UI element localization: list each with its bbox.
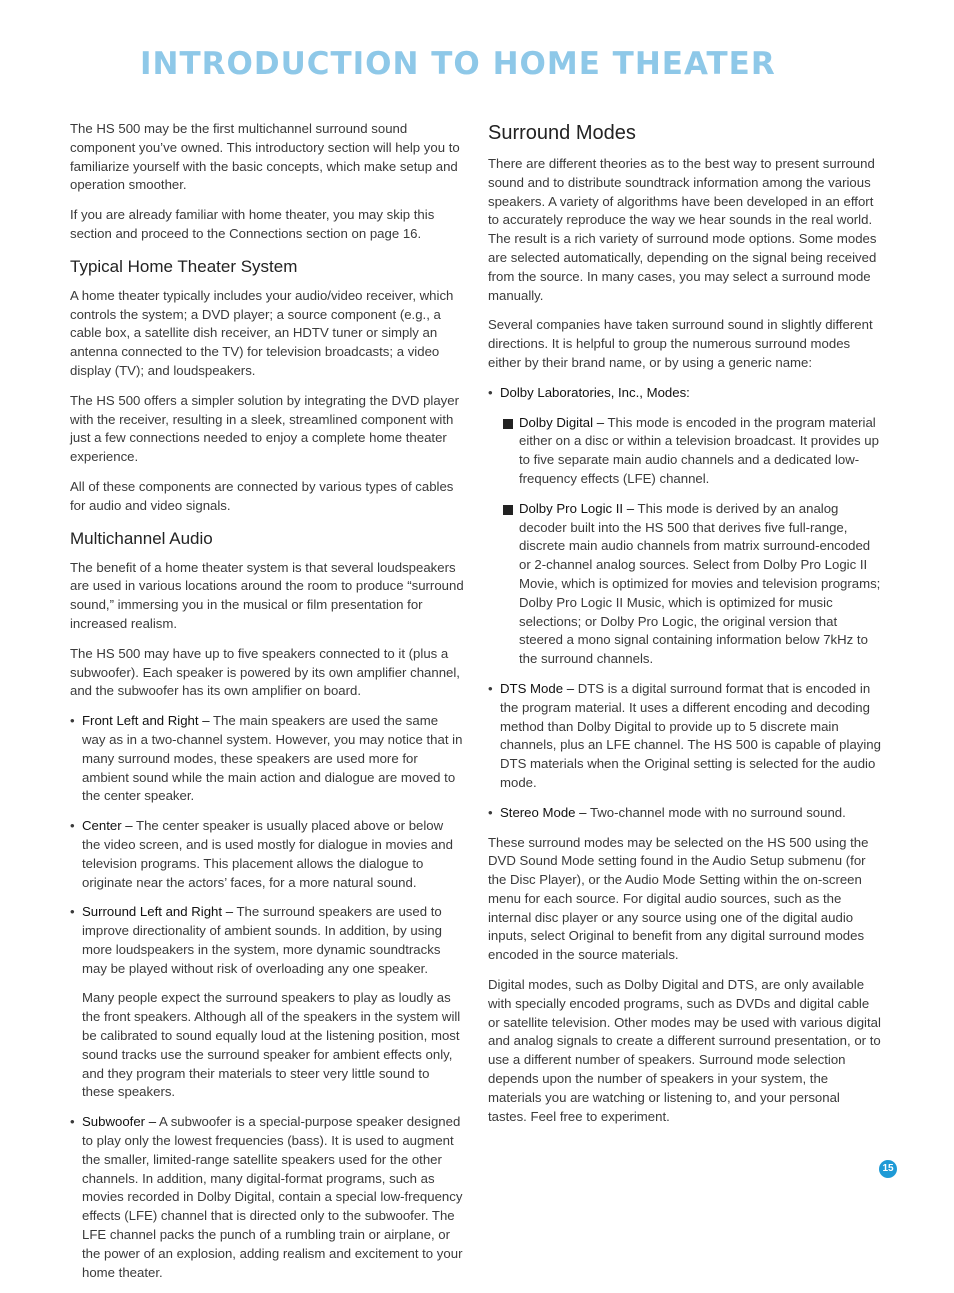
bullet-text: The surround speakers are used to improve directionality of ambient sounds. In addition, by using more loudspeakers in the system, more dynamic soundtracks may be played without risk of overloading any one speaker. [82, 904, 442, 976]
bullet-text: Two-channel mode with no surround sound. [586, 804, 846, 820]
speaker-bullet-front [70, 712, 465, 806]
bullet-term: DTS Mode – [500, 680, 575, 696]
mode-text: This mode is derived by an analog decoder built into the HS 500 that derives five full-range, discrete main audio channels from matrix surround-encoded or 2-channel analog sources. Select from Dolby Pro Logic II Movie, which is optimized for movies and television programs; Dolby Pro Logic II Music, which is optimized for music selections; or Dolby Pro Logic, the original version that steered a mono signal containing information below 7kHz to the surround channels. [519, 500, 881, 667]
surround-modes-heading: Surround Modes [488, 122, 636, 144]
closing-paragraph: These surround modes may be selected on the HS 500 using the DVD Sound Mode setting found in the Audio Setup submenu (for the Disc Player), or the Audio Mode Setting within the on-screen menu for each source. For digital audio sources, such as the internal disc player or any source using one of the digital audio inputs, select Original to benefit from any digital surround modes encoded in the source materials. [488, 834, 869, 963]
bullet-term: Dolby Laboratories, Inc., Modes: [500, 384, 690, 400]
closing-paragraph: Digital modes, such as Dolby Digital and DTS, are only available with specially encoded programs, such as DVDs and digital cable or satellite television. Other modes may be used with various digital and analog signals to create a different surround presentation, or to use a different number of speakers. Surround mode selection depends upon the number of speakers in your system, the materials you are watching or listening to, and your personal tastes. Feel free to experiment. [488, 977, 881, 1124]
multichannel-heading: Multichannel Audio [70, 528, 213, 548]
surround-intro-paragraph: There are different theories as to the best way to present surround sound and to distribute soundtrack information among the various speakers. A variety of algorithms have been developed in an effort to accurately reproduce the way we hear sounds in the real world. The result is a rich variety of surround mode options. Some modes are selected automatically, depending on the signal being received from the source. In many cases, you may select a surround mode manually. [488, 156, 877, 303]
typical-system-heading: Typical Home Theater System [70, 256, 298, 276]
bullet-term: Center – [82, 818, 133, 834]
bullet-dot: • [488, 680, 493, 696]
bullet-text: A subwoofer is a special-purpose speaker designed to play only the lowest frequencies (bass). It is used to augment the smaller, limited-range satellite speakers used for the other channels. In addition, many digital-format programs, such as movies recorded in Dolby Digital, contain a special low-frequency effects (LFE) channel that is directed only to the subwoofer. The LFE channel packs the punch of a rumbling train or airplane, or the power of an explosion, adding realism and excitement to your home theater. [82, 1114, 463, 1280]
dts-mode-bullet [488, 680, 882, 793]
intro-paragraph: The HS 500 may be the first multichannel surround sound component you’ve owned. This introductory section will help you to familiarize yourself with the basic concepts, which make setup and operation smoother. [70, 121, 460, 193]
surround-intro-paragraph: Several companies have taken surround sound in slightly different directions. It is helpful to group the numerous surround modes either by their brand name, or by using a generic name: [488, 317, 873, 370]
surround-extra-paragraph: Many people expect the surround speakers to play as loudly as the front speakers. Although all of the speakers in the system will be calibrated to sound equally loud at the listening position, most sound tracks use the surround speaker for ambient effects only, and they program their materials to steer very little sound to these speakers. [82, 990, 461, 1100]
page-title: INTRODUCTION TO HOME THEATER [140, 46, 776, 82]
bullet-dot: • [70, 904, 75, 920]
square-bullet-icon [503, 505, 513, 515]
bullet-text: DTS is a digital surround format that is encoded in the program material. It uses a different encoding and decoding method than Dolby Digital to provide up to 5 discrete main channels, plus an LFE channel. The HS 500 is capable of playing DTS materials when the Original setting is selected for the audio mode. [500, 680, 881, 790]
bullet-dot: • [488, 804, 493, 820]
bullet-dot: • [70, 818, 75, 834]
dolby-pro-logic-item [488, 500, 882, 669]
intro-paragraph: If you are already familiar with home theater, you may skip this section and proceed to the Connections section on page 16. [70, 207, 435, 241]
bullet-text: The main speakers are used the same way as in a two-channel system. However, you may notice that in many surround modes, these speakers are used more for ambient sound while the main action and dialogue are moved to the center speaker. [82, 713, 463, 804]
stereo-mode-bullet [488, 804, 882, 823]
speaker-bullet-surround [70, 903, 465, 978]
bullet-term: Surround Left and Right – [82, 904, 234, 920]
dolby-modes-bullet [488, 384, 882, 403]
typical-paragraph: A home theater typically includes your audio/video receiver, which controls the system; a DVD player; a source component (e.g., a cable box, a satellite dish receiver, an HDTV tuner or simply an antenna connected to the TV) for television broadcasts; a video display (TV); and loudspeakers. [70, 287, 454, 378]
multichannel-paragraph: The HS 500 may have up to five speakers connected to it (plus a subwoofer). Each speaker is powered by its own amplifier channel, and the subwoofer has its own amplifier on board. [70, 645, 460, 699]
bullet-term: Subwoofer – [82, 1114, 157, 1130]
bullet-text: The center speaker is usually placed above or below the video screen, and is used mostly for dialogue in movies and television programs. This placement allows the dialogue to originate near the actors’ faces, for a more natural sound. [82, 818, 453, 890]
square-bullet-icon [503, 419, 513, 429]
typical-paragraph: All of these components are connected by various types of cables for audio and video signals. [70, 478, 454, 513]
bullet-dot: • [70, 1114, 75, 1130]
speaker-bullet-center [70, 817, 465, 892]
mode-term: Dolby Pro Logic II – [519, 500, 635, 516]
left-column [70, 120, 465, 1293]
bullet-dot: • [488, 384, 493, 400]
bullet-term: Front Left and Right – [82, 713, 210, 729]
typical-paragraph: The HS 500 offers a simpler solution by integrating the DVD player with the receiver, resulting in a sleek, streamlined component with just a few connections needed to enjoy a complete home theater experience. [70, 392, 459, 465]
bullet-term: Stereo Mode – [500, 804, 587, 820]
dolby-digital-item [488, 414, 882, 489]
mode-text: This mode is encoded in the program material either on a disc or within a television broadcast. It provides up to five separate main audio channels and a dedicated low-frequency effects (LFE) channel. [519, 414, 879, 486]
page-number-badge: 15 [879, 1160, 897, 1178]
right-column [488, 120, 882, 1137]
speaker-bullet-subwoofer [70, 1113, 465, 1282]
mode-term: Dolby Digital – [519, 414, 605, 430]
multichannel-paragraph: The benefit of a home theater system is that several loudspeakers are used in various locations around the room to produce “surround sound,” immersing you in the musical or film presentation for increased realism. [70, 559, 464, 631]
bullet-dot: • [70, 713, 75, 729]
